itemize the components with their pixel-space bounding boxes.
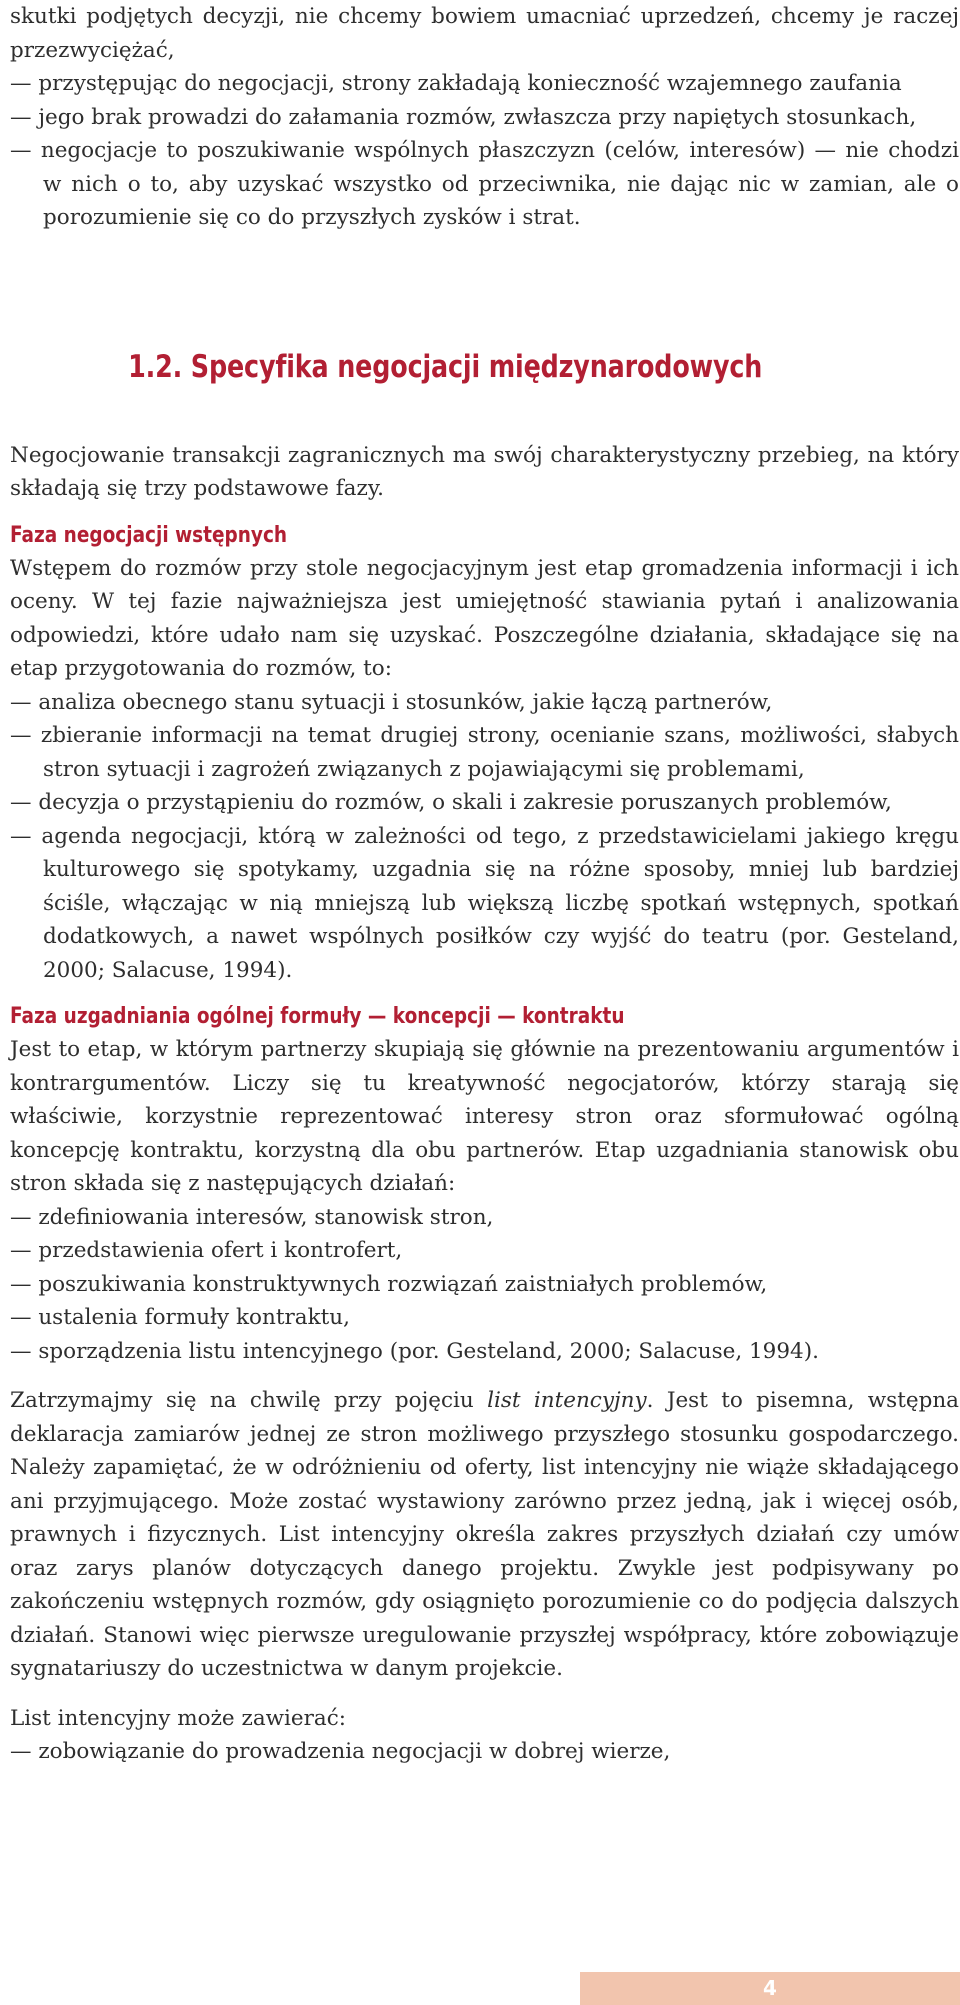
document-page (10, 0, 959, 2005)
section-title: 1.2. Specyfika negocjacji międzynarodowych (128, 348, 763, 385)
list-item: — negocjacje to poszukiwanie wspólnych płaszczyzn (celów, interesów) — nie chodzi w nich o to, aby uzyskać wszystko od przeciwnika, nie dając nic w zamian, ale o porozumienie się co do przyszłych zysków i strat. (10, 138, 959, 230)
subheading-phase-2: Faza uzgadniania ogólnej formuły — koncepcji — kontraktu (10, 1004, 625, 1029)
footer-bar (580, 1972, 960, 2005)
phase-1-paragraph: Wstępem do rozmów przy stole negocjacyjnym jest etap gromadzenia informacji i ich oceny. W tej fazie najważniejsza jest umiejętność stawiania pytań i analizowania odpowiedzi, które udało nam się uzyskać. Poszczególne działania, składające się na etap przygotowania do rozmów, to: (10, 555, 959, 681)
phase-2-paragraph: Jest to etap, w którym partnerzy skupiają się głównie na prezentowaniu argumentów i kontrargumentów. Liczy się tu kreatywność negocjatorów, którzy starają się właściwie, korzystnie reprezentować interesy stron oraz sformułować ogólną koncepcję kontraktu, korzystną dla obu partnerów. Etap uzgadniania stanowisk obu stron składa się z następujących działań: (10, 1037, 959, 1196)
list-item: — analiza obecnego stanu sytuacji i stosunków, jakie łączą partnerów, (10, 689, 773, 715)
top-block (10, 0, 959, 235)
page-number: 4 (763, 1976, 777, 2000)
list-item: — zdefiniowania interesów, stanowisk stron, (10, 1204, 494, 1230)
subheading-phase-1: Faza negocjacji wstępnych (10, 522, 288, 548)
list-item: — zobowiązanie do prowadzenia negocjacji w dobrej wierze, (10, 1739, 671, 1764)
list-item: — sporządzenia listu intencyjnego (por. Gesteland, 2000; Salacuse, 1994). (10, 1338, 819, 1364)
phase-1-list (10, 686, 959, 988)
list-item: — ustalenia formuły kontraktu, (10, 1305, 350, 1330)
paragraph: skutki podjętych decyzji, nie chcemy bowiem umacniać uprzedzeń, chcemy je raczej przezwyciężać, (10, 4, 959, 63)
letter-lead: Zatrzymajmy się na chwilę przy pojęciu (10, 1388, 488, 1413)
phase-2-list (10, 1201, 959, 1369)
section-intro: Negocjowanie transakcji zagranicznych ma swój charakterystyczny przebieg, na który składają się trzy podstawowe fazy. (10, 442, 959, 501)
may-contain-paragraph: List intencyjny może zawierać: (10, 1705, 347, 1731)
list-item: — decyzja o przystąpieniu do rozmów, o skali i zakresie poruszanych problemów, (10, 790, 892, 815)
list-item: — agenda negocjacji, którą w zależności od tego, z przedstawicielami jakiego kręgu kulturowego się spotykamy, uzgadnia się na różne sposoby, mniej lub bardziej ściśle, włączając w nią mniejszą lub większą liczbę spotkań wstępnych, spotkań dodatkowych, a nawet wspólnych posiłków czy wyjść do teatru (por. Gesteland, 2000; Salacuse, 1994). (10, 823, 959, 983)
list-item: — zbieranie informacji na temat drugiej strony, ocenianie szans, możliwości, słabych stron sytuacji i zagrożeń związanych z pojawiającymi się problemami, (10, 723, 959, 782)
list-item: — jego brak prowadzi do załamania rozmów, zwłaszcza przy napiętych stosunkach, (10, 104, 917, 130)
letter-term: list intencyjny (487, 1388, 647, 1413)
letter-rest: . Jest to pisemna, wstępna deklaracja zamiarów jednej ze stron możliwego przyszłego stosunku gospodarczego. Należy zapamiętać, że w odróżnieniu od oferty, list intencyjny nie wiąże składającego ani przyjmującego. Może zostać wystawiony zarówno przez jedną, jak i więcej osób, prawnych i fizycznych. List intencyjny określa zakres przyszłych działań czy umów oraz zarys planów dotyczących danego projektu. Zwykle jest podpisywany po zakończeniu wstępnych rozmów, gdy osiągnięto porozumienie co do podjęcia dalszych działań. Stanowi więc pierwsze uregulowanie przyszłej współpracy, które zobowiązuje sygnatariuszy do uczestnictwa w danym projekcie. (10, 1388, 959, 1681)
list-item: — poszukiwania konstruktywnych rozwiązań zaistniałych problemów, (10, 1271, 768, 1297)
list-item: — przystępując do negocjacji, strony zakładają konieczność wzajemnego zaufania (10, 71, 902, 96)
list-item: — przedstawienia ofert i kontrofert, (10, 1238, 403, 1263)
letter-of-intent-paragraph (10, 1384, 959, 1686)
